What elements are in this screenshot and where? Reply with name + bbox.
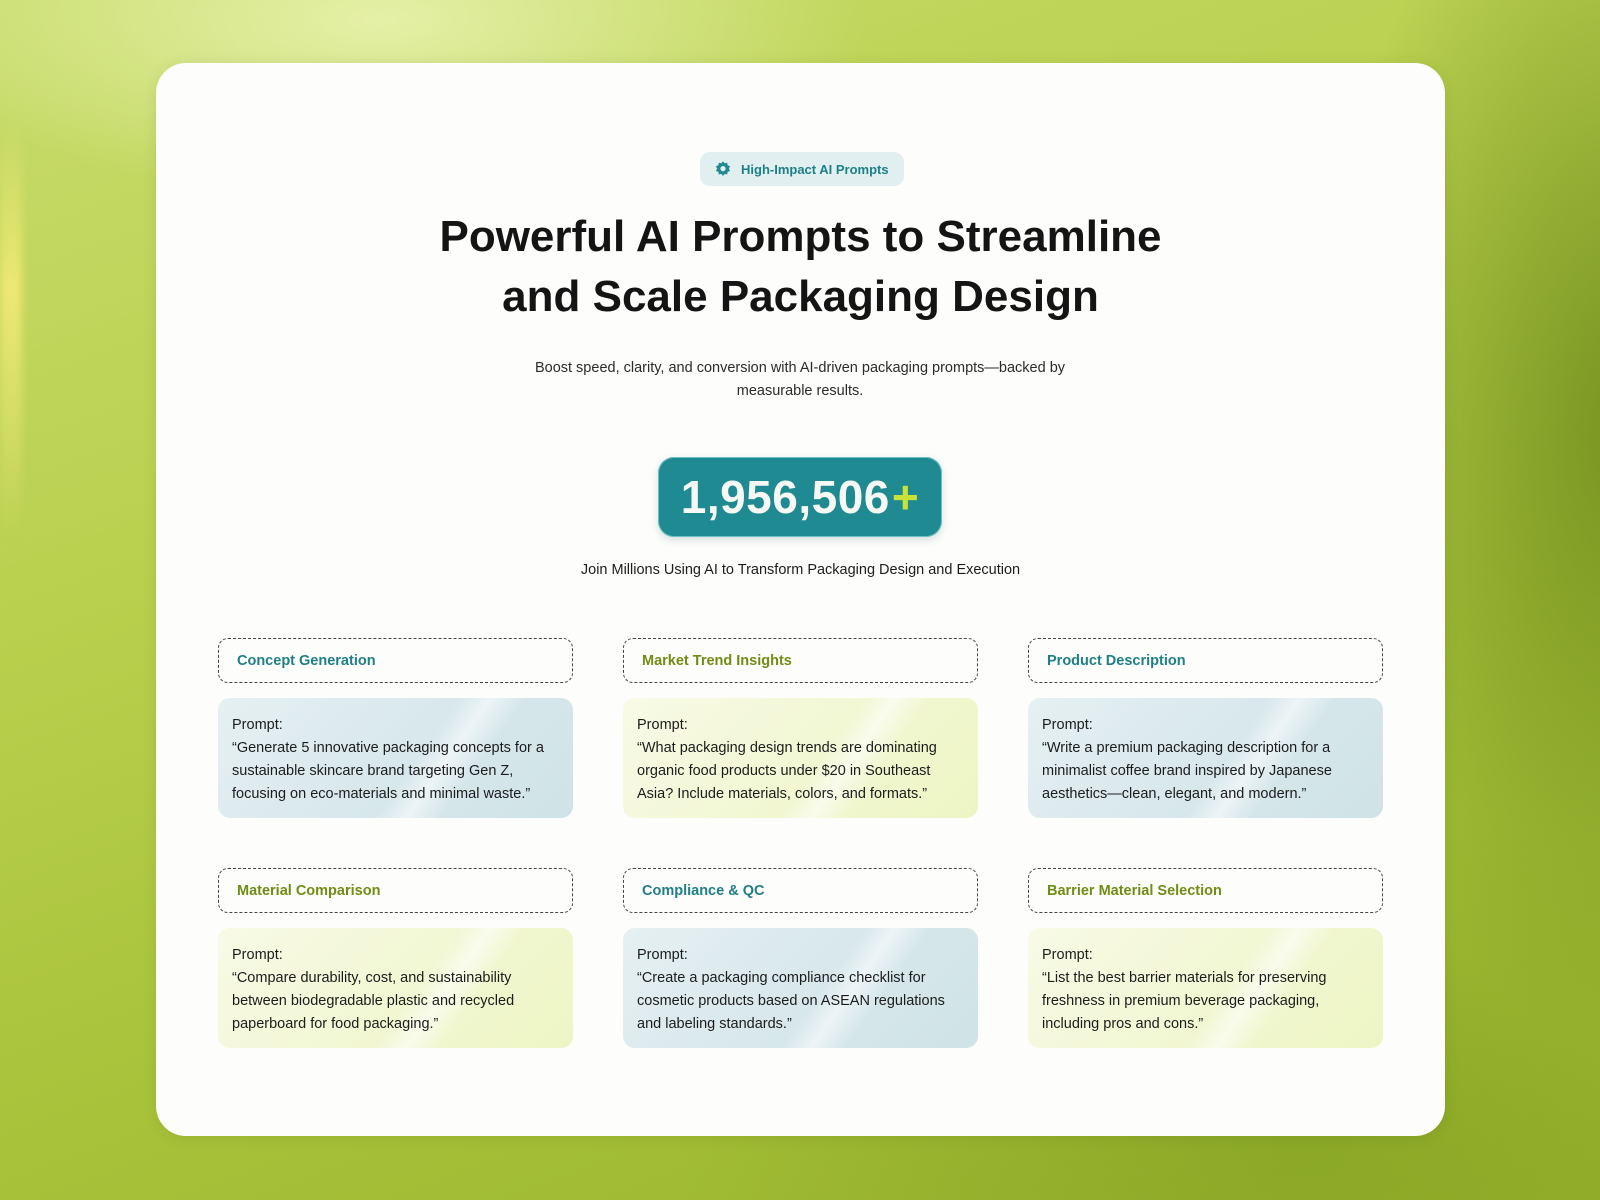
- prompt-box: [623, 698, 978, 818]
- background-light-streak: [0, 120, 22, 540]
- prompt-box: [1028, 698, 1383, 818]
- prompt-tag: Concept Generation: [218, 638, 573, 683]
- prompt-box: [1028, 928, 1383, 1048]
- page-title-line-2: and Scale Packaging Design: [502, 272, 1099, 321]
- prompt-text: “What packaging design trends are dominating organic food products under $20 in Southeast Asia? Include materials, colors, and formats.”: [637, 740, 937, 802]
- section-badge: [700, 152, 904, 186]
- prompt-text: “Generate 5 innovative packaging concepts for a sustainable skincare brand targeting Gen Z, focusing on eco-materials and minimal waste.”: [232, 740, 544, 802]
- badge-label: High-Impact AI Prompts: [741, 161, 889, 177]
- page-subtitle: Boost speed, clarity, and conversion with AI-driven packaging prompts—backed by measurable results.: [534, 360, 1066, 399]
- prompt-text: “Create a packaging compliance checklist for cosmetic products based on ASEAN regulations and labeling standards.”: [637, 970, 945, 1032]
- prompt-box: [218, 928, 573, 1048]
- page-title: [156, 207, 1445, 327]
- prompt-label: Prompt:: [232, 947, 283, 963]
- prompt-text: “List the best barrier materials for preserving freshness in premium beverage packaging, including pros and cons.”: [1042, 970, 1327, 1032]
- counter-value: 1,956,506: [680, 471, 890, 523]
- prompt-label: Prompt:: [637, 947, 688, 963]
- counter-suffix: +: [891, 471, 920, 523]
- prompt-label: Prompt:: [232, 717, 283, 733]
- counter-caption: Join Millions Using AI to Transform Packaging Design and Execution: [580, 562, 1021, 578]
- main-card: [156, 63, 1445, 1136]
- prompt-tag: Material Comparison: [218, 868, 573, 913]
- page-title-line-1: Powerful AI Prompts to Streamline: [439, 212, 1162, 261]
- prompt-tag: Compliance & QC: [623, 868, 978, 913]
- prompt-text: “Write a premium packaging description for a minimalist coffee brand inspired by Japanese aesthetics—clean, elegant, and modern.”: [1042, 740, 1332, 802]
- prompt-tag: Market Trend Insights: [623, 638, 978, 683]
- prompt-box: [218, 698, 573, 818]
- prompt-label: Prompt:: [1042, 947, 1093, 963]
- prompt-label: Prompt:: [1042, 717, 1093, 733]
- prompt-tag: Barrier Material Selection: [1028, 868, 1383, 913]
- prompt-text: “Compare durability, cost, and sustainability between biodegradable plastic and recycled paperboard for food packaging.”: [232, 970, 515, 1032]
- prompt-tag: Product Description: [1028, 638, 1383, 683]
- prompt-box: [623, 928, 978, 1048]
- user-counter-badge: [658, 457, 942, 537]
- sparkle-badge-icon: [714, 160, 732, 178]
- prompt-label: Prompt:: [637, 717, 688, 733]
